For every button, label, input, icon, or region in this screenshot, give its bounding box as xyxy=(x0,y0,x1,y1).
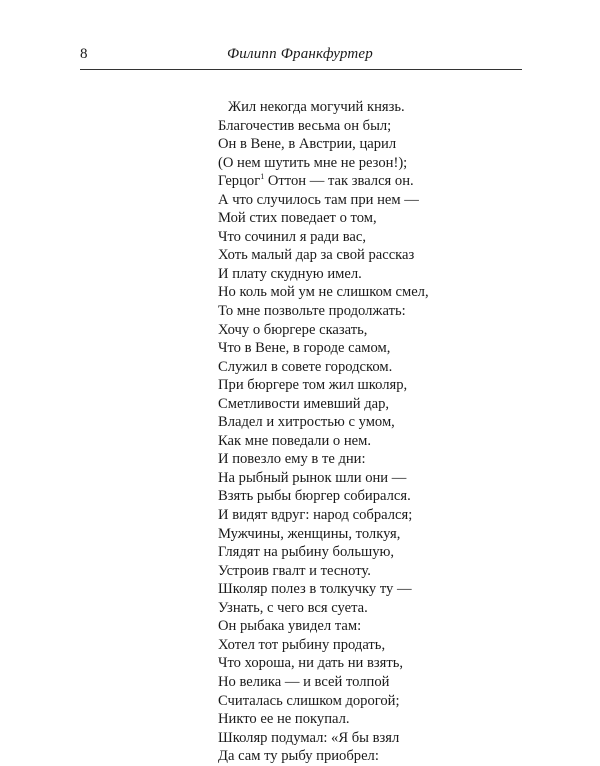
poem-line: Школяр полез в толкучку ту — xyxy=(218,581,412,598)
poem-line-rest: Оттон — так звался он. xyxy=(267,173,414,190)
poem-line: Владел и хитростью с умом, xyxy=(218,414,395,431)
poem-line: Хотел тот рыбину продать, xyxy=(218,636,386,653)
poem-line: Никто ее не покупал. xyxy=(218,711,350,728)
poem-line: Служил в совете городском. xyxy=(218,358,393,375)
poem-line: Но велика — и всей толпой xyxy=(218,673,390,690)
poem-line: Он рыбака увидел там: xyxy=(218,618,362,635)
poem-line: Мой стих поведает о том, xyxy=(218,210,377,227)
poem-line: Хочу о бюргере сказать, xyxy=(218,321,368,338)
poem-line: Да сам ту рыбу приобрел: xyxy=(218,748,379,765)
poem-line: И повезло ему в те дни: xyxy=(218,451,366,468)
poem-line: Глядят на рыбину большую, xyxy=(218,544,395,561)
poem-line: Узнать, с чего вся суета. xyxy=(218,599,368,616)
poem-line: И видят вдруг: народ собрался; xyxy=(218,507,413,524)
poem-line: Что в Вене, в городе самом, xyxy=(218,340,391,357)
poem-line: При бюргере том жил школяр, xyxy=(218,377,408,394)
page-number: 8 xyxy=(80,46,88,62)
poem-line: Мужчины, женщины, толкуя, xyxy=(218,525,401,542)
header-rule xyxy=(80,69,522,70)
page-header xyxy=(80,44,520,70)
poem-line: Но коль мой ум не слишком смел, xyxy=(218,284,429,301)
poem-line: Что хороша, ни дать ни взять, xyxy=(218,655,404,672)
poem-line: Устроив гвалт и тесноту. xyxy=(218,562,371,579)
poem-line: Благочестив весьма он был; xyxy=(218,117,392,134)
footnoted-word: Герцог xyxy=(218,173,261,190)
poem-line: На рыбный рынок шли они — xyxy=(218,469,407,486)
poem-line: То мне позвольте продолжать: xyxy=(218,303,406,320)
poem-line-with-footnote xyxy=(218,172,538,191)
poem-line: (О нем шутить мне не резон!); xyxy=(218,154,408,171)
running-head: Филипп Франкфуртер xyxy=(226,46,373,62)
poem-line: Что сочинил я ради вас, xyxy=(218,228,367,245)
poem-line: Жил некогда могучий князь. xyxy=(228,99,405,115)
poem-line: Сметливости имевший дар, xyxy=(218,395,390,412)
poem-line: Школяр подумал: «Я бы взял xyxy=(218,729,400,746)
poem-line: Считалась слишком дорогой; xyxy=(218,692,400,709)
poem-line: Он в Вене, в Австрии, царил xyxy=(218,136,397,153)
poem-line: А что случилось там при нем — xyxy=(218,191,419,208)
poem-line: Хоть малый дар за свой рассказ xyxy=(218,247,415,264)
poem-text xyxy=(218,98,538,766)
poem-line: Взять рыбы бюргер собирался. xyxy=(218,488,411,505)
poem-line: Как мне поведали о нем. xyxy=(218,432,372,449)
footnote-marker[interactable]: 1 xyxy=(260,172,265,182)
poem-line: И плату скудную имел. xyxy=(218,265,362,282)
